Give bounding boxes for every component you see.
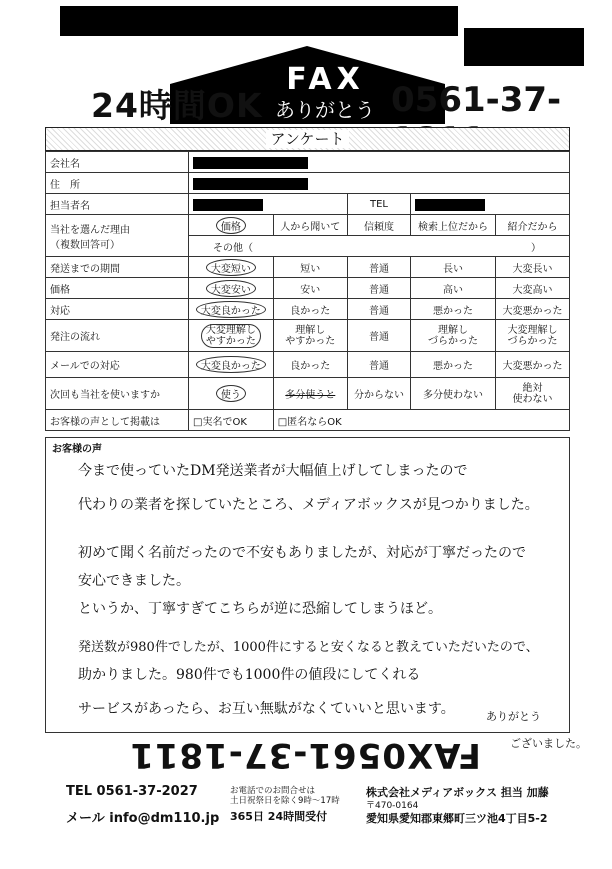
footer-address: 愛知県愛知郡東郷町三ツ池4丁目5-2 bbox=[366, 812, 548, 825]
field-address bbox=[189, 173, 570, 194]
label-contact: 担当者名 bbox=[46, 194, 189, 215]
survey-table bbox=[45, 151, 570, 431]
row-reason bbox=[46, 215, 570, 236]
row-email bbox=[46, 352, 570, 378]
price-opt-3: 高い bbox=[411, 278, 496, 299]
flow-opt-0: 大変理解し やすかった bbox=[201, 324, 261, 348]
email-opt-2: 普通 bbox=[347, 352, 410, 378]
publish-opt-0: □実名でOK bbox=[189, 410, 274, 431]
customer-voice-box bbox=[45, 437, 570, 733]
label-publish: お客様の声として掲載は bbox=[46, 410, 189, 431]
period-opt-0: 大変短い bbox=[206, 259, 256, 276]
row-contact bbox=[46, 194, 570, 215]
voice-signoff: ありがとう bbox=[486, 710, 541, 723]
next-opt-2: 分からない bbox=[347, 378, 410, 410]
row-service bbox=[46, 299, 570, 320]
row-publish bbox=[46, 410, 570, 431]
period-opt-4: 大変長い bbox=[495, 257, 569, 278]
voice-signoff-2: ございました。 bbox=[510, 737, 587, 750]
price-opt-4: 大変高い bbox=[495, 278, 569, 299]
flow-opt-3: 理解し づらかった bbox=[411, 320, 496, 352]
footer-tel: TEL 0561-37-2027 bbox=[66, 784, 198, 799]
reason-opt-search: 検索上位だから bbox=[411, 215, 496, 236]
label-service: 対応 bbox=[46, 299, 189, 320]
row-address bbox=[46, 173, 570, 194]
banner-fax: FAX bbox=[286, 62, 365, 97]
voice-line: 安心できました。 bbox=[78, 573, 190, 589]
voice-line: 代わりの業者を探していたところ、メディアボックスが見つかりました。 bbox=[78, 497, 539, 513]
row-next bbox=[46, 378, 570, 410]
voice-line: サービスがあったら、お互い無駄がなくていいと思います。 bbox=[78, 701, 455, 717]
reason-opt-referral: 紹介だから bbox=[495, 215, 569, 236]
banner-phone: 0561-37- bbox=[391, 80, 562, 120]
label-reason: 当社を選んだ理由 （複数回答可） bbox=[46, 215, 189, 257]
row-price bbox=[46, 278, 570, 299]
next-opt-1: 多分使うと bbox=[285, 390, 336, 401]
field-tel bbox=[411, 194, 570, 215]
service-opt-0: 大変良かった bbox=[196, 301, 266, 318]
email-opt-3: 悪かった bbox=[411, 352, 496, 378]
publish-opt-1: □匿名ならOK bbox=[273, 410, 569, 431]
voice-line: というか、丁寧すぎてこちらが逆に恐縮してしまうほど。 bbox=[78, 601, 442, 617]
label-address: 住 所 bbox=[46, 173, 189, 194]
field-company bbox=[189, 152, 570, 173]
period-opt-1: 短い bbox=[273, 257, 347, 278]
footer-company: 株式会社メディアボックス 担当 加藤 bbox=[366, 786, 549, 799]
label-price: 価格 bbox=[46, 278, 189, 299]
redaction-bar bbox=[60, 6, 458, 36]
email-opt-4: 大変悪かった bbox=[495, 352, 569, 378]
period-opt-3: 長い bbox=[411, 257, 496, 278]
service-opt-3: 悪かった bbox=[411, 299, 496, 320]
reason-opt-word: 人から聞いて bbox=[273, 215, 347, 236]
price-opt-2: 普通 bbox=[347, 278, 410, 299]
email-opt-0: 大変良かった bbox=[196, 356, 266, 373]
voice-line: 今まで使っていたDM発送業者が大幅値上げしてしまったので bbox=[78, 463, 468, 479]
voice-line: 発送数が980件でしたが、1000件にすると安くなると教えていただいたので、 bbox=[78, 640, 539, 655]
next-opt-3: 多分使わない bbox=[411, 378, 496, 410]
flow-opt-2: 普通 bbox=[347, 320, 410, 352]
voice-line: 助かりました。980件でも1000件の値段にしてくれる bbox=[78, 667, 421, 683]
voice-line: 初めて聞く名前だったので不安もありましたが、対応が丁寧だったので bbox=[78, 545, 526, 561]
banner-thanks: ありがとう bbox=[275, 98, 375, 122]
row-flow bbox=[46, 320, 570, 352]
price-opt-0: 大変安い bbox=[206, 280, 256, 297]
label-company: 会社名 bbox=[46, 152, 189, 173]
footer-fax-upside: FAX0561-37-1811 bbox=[129, 735, 481, 775]
service-opt-2: 普通 bbox=[347, 299, 410, 320]
label-email: メールでの対応 bbox=[46, 352, 189, 378]
footer-hours: 365日 24時間受付 bbox=[230, 810, 328, 823]
label-period: 発送までの期間 bbox=[46, 257, 189, 278]
flow-opt-4: 大変理解し づらかった bbox=[495, 320, 569, 352]
reason-opt-trust: 信頼度 bbox=[347, 215, 410, 236]
next-opt-4: 絶対 使わない bbox=[495, 378, 569, 410]
flow-opt-1: 理解し やすかった bbox=[273, 320, 347, 352]
label-tel: TEL bbox=[347, 194, 410, 215]
row-company bbox=[46, 152, 570, 173]
next-opt-0: 使う bbox=[216, 385, 246, 402]
voice-title: お客様の声 bbox=[52, 444, 102, 455]
service-opt-1: 良かった bbox=[273, 299, 347, 320]
fax-banner bbox=[45, 44, 570, 124]
row-period bbox=[46, 257, 570, 278]
footer-hours-note: お電話でのお問合せは 土日祝祭日を除く9時〜17時 bbox=[230, 786, 340, 806]
label-next: 次回も当社を使いますか bbox=[46, 378, 189, 410]
reason-other: その他（ ） bbox=[189, 236, 570, 257]
service-opt-4: 大変悪かった bbox=[495, 299, 569, 320]
period-opt-2: 普通 bbox=[347, 257, 410, 278]
label-flow: 発注の流れ bbox=[46, 320, 189, 352]
footer-zip: 〒470-0164 bbox=[366, 801, 419, 811]
price-opt-1: 安い bbox=[273, 278, 347, 299]
field-contact bbox=[189, 194, 348, 215]
email-opt-1: 良かった bbox=[273, 352, 347, 378]
footer-mail: メール info@dm110.jp bbox=[66, 811, 220, 826]
survey-title: アンケート bbox=[45, 127, 570, 151]
banner-24h: 24時間OK bbox=[91, 86, 263, 125]
reason-opt-price: 価格 bbox=[189, 215, 274, 236]
